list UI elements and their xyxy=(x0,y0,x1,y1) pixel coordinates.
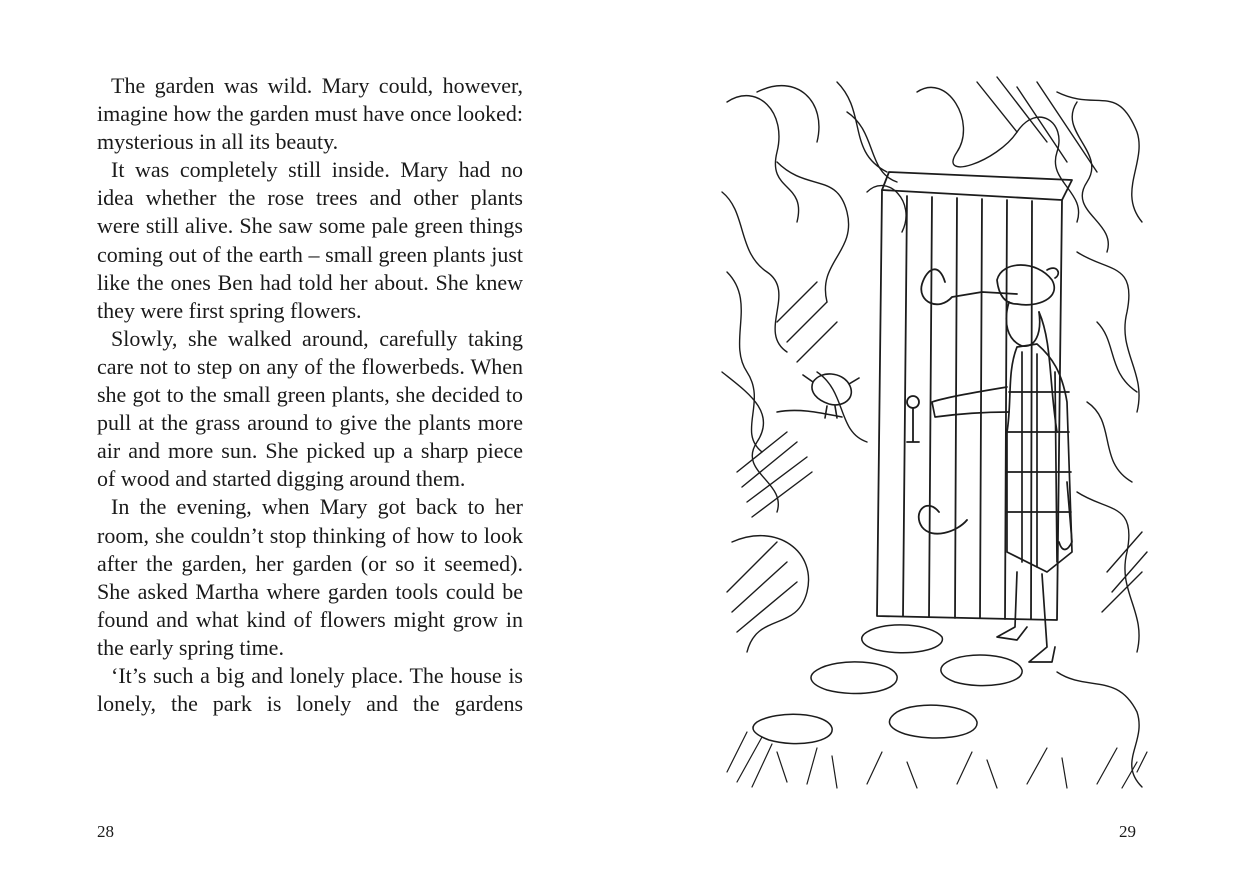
left-page xyxy=(0,0,620,886)
paragraph: In the evening, when Mary got back to her room, she couldn’t stop thinking of how to look after the garden, her garden (or so it seemed). She asked Martha where garden tools could be found and what kind of flowers might grow in the early spring time. xyxy=(97,494,523,660)
garden-door-illustration xyxy=(717,72,1149,794)
girl-figure xyxy=(932,265,1072,662)
garden-door xyxy=(877,172,1072,620)
paragraph: ‘It’s such a big and lonely place. The house is lonely, the park is lonely and the gardens xyxy=(97,662,523,717)
paragraph: It was completely still inside. Mary had no idea whether the rose trees and other plants were still alive. She saw some pale green things coming out of the earth – small green plants just like the ones Ben had told her about. She knew they were first spring flowers. xyxy=(97,157,523,323)
foliage-scribbles xyxy=(722,77,1147,787)
grass-strokes xyxy=(727,732,1147,788)
right-page xyxy=(620,0,1241,886)
paragraph: Slowly, she walked around, carefully taking care not to step on any of the flowerbeds. When she got to the small green plants, she decided to pull at the grass around to give the plants more air and more sun. She picked up a sharp piece of wood and started digging around them. xyxy=(97,325,523,492)
page-number-right: 29 xyxy=(1119,822,1136,841)
robin-bird xyxy=(777,374,859,418)
page-text xyxy=(97,72,523,718)
stepping-stones xyxy=(753,625,1022,744)
sketch-illustration xyxy=(717,72,1149,794)
paragraph: The garden was wild. Mary could, however, imagine how the garden must have once looked: mysterious in all its beauty. xyxy=(97,73,523,155)
page-number-left: 28 xyxy=(97,822,114,841)
